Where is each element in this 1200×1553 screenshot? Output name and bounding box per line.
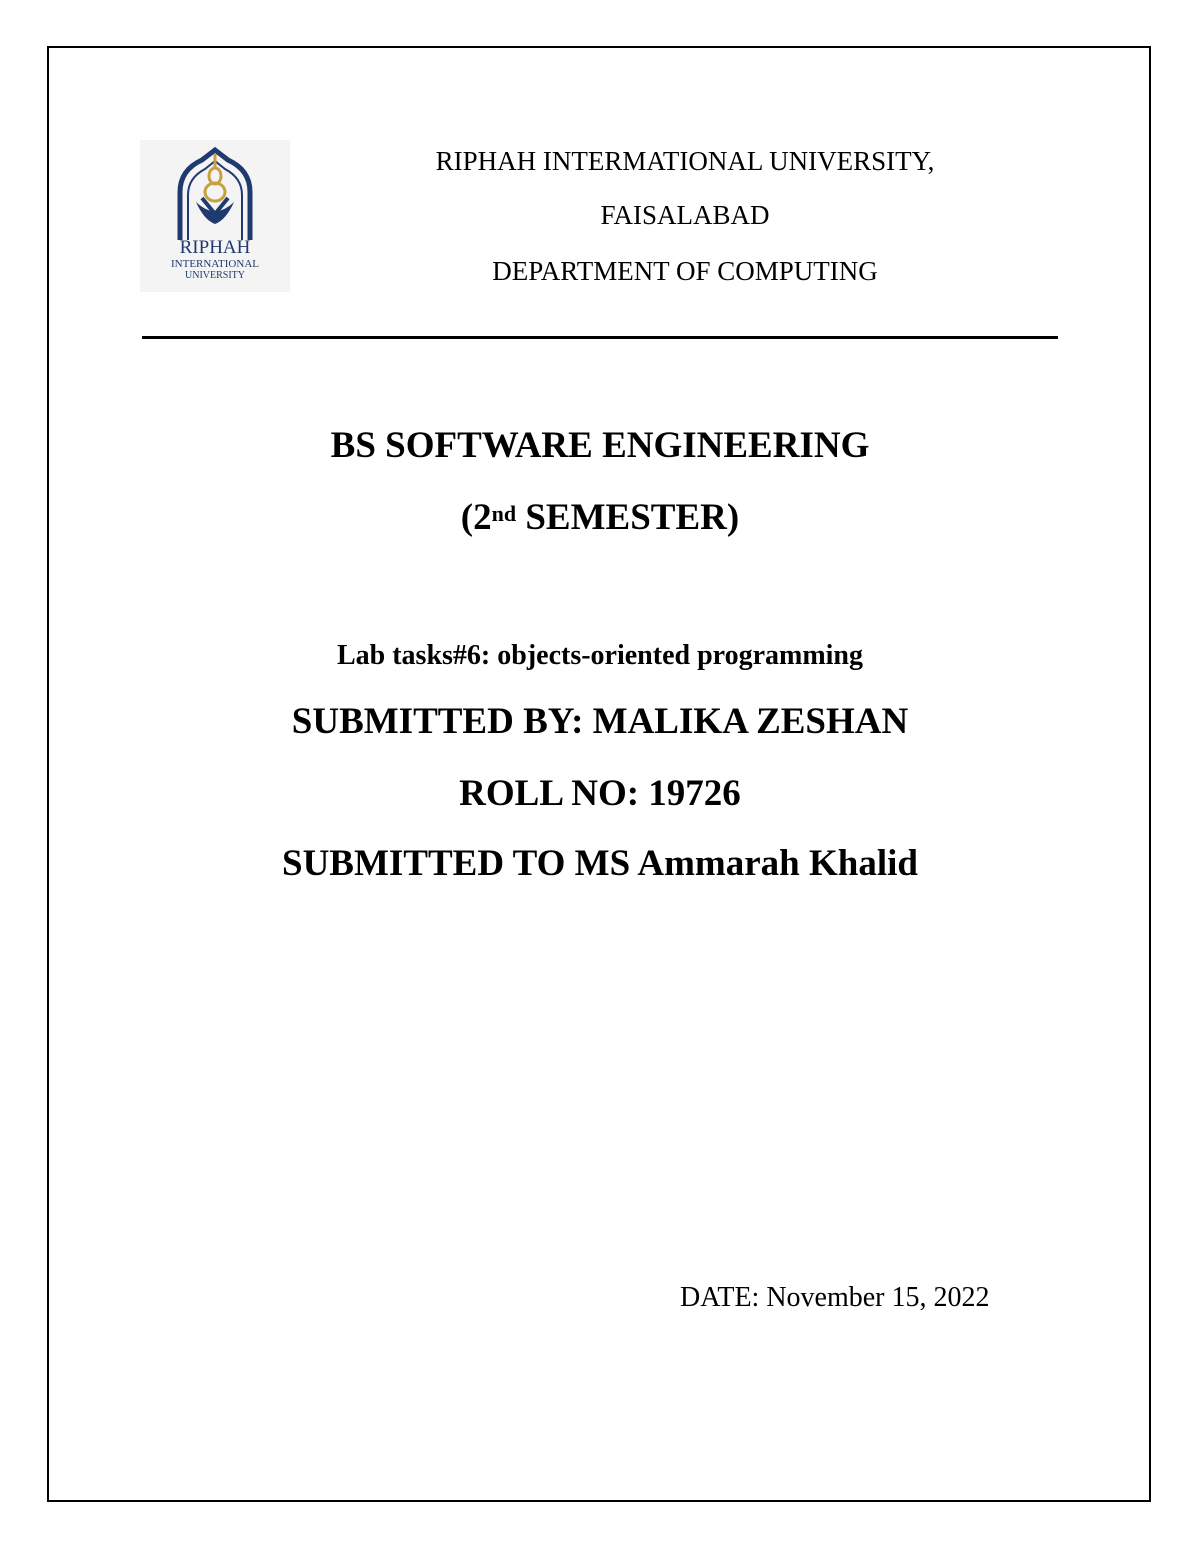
header-divider bbox=[142, 336, 1058, 339]
university-name: RIPHAH INTERMATIONAL UNIVERSITY, bbox=[435, 146, 935, 176]
logo-wordmark-international: INTERNATIONAL bbox=[171, 258, 259, 270]
roll-number: ROLL NO: 19726 bbox=[459, 773, 741, 814]
submitted-to: SUBMITTED TO MS Ammarah Khalid bbox=[282, 843, 918, 884]
logo-wordmark-riphah: RIPHAH bbox=[179, 237, 251, 258]
semester-title bbox=[0, 496, 1200, 540]
degree-title: BS SOFTWARE ENGINEERING bbox=[330, 425, 870, 466]
lab-title: Lab tasks#6: objects-oriented programming bbox=[336, 640, 863, 671]
logo-wordmark-university: UNIVERSITY bbox=[185, 270, 245, 281]
university-city: FAISALABAD bbox=[600, 200, 770, 230]
submission-date: DATE: November 15, 2022 bbox=[680, 1282, 990, 1313]
riphah-logo bbox=[140, 140, 290, 292]
semester-ordinal-suffix: nd bbox=[491, 501, 517, 526]
department-name: DEPARTMENT OF COMPUTING bbox=[492, 256, 878, 286]
semester-prefix: (2 bbox=[460, 497, 492, 538]
semester-rest: SEMESTER) bbox=[516, 497, 740, 538]
submitted-by: SUBMITTED BY: MALIKA ZESHAN bbox=[291, 701, 909, 742]
